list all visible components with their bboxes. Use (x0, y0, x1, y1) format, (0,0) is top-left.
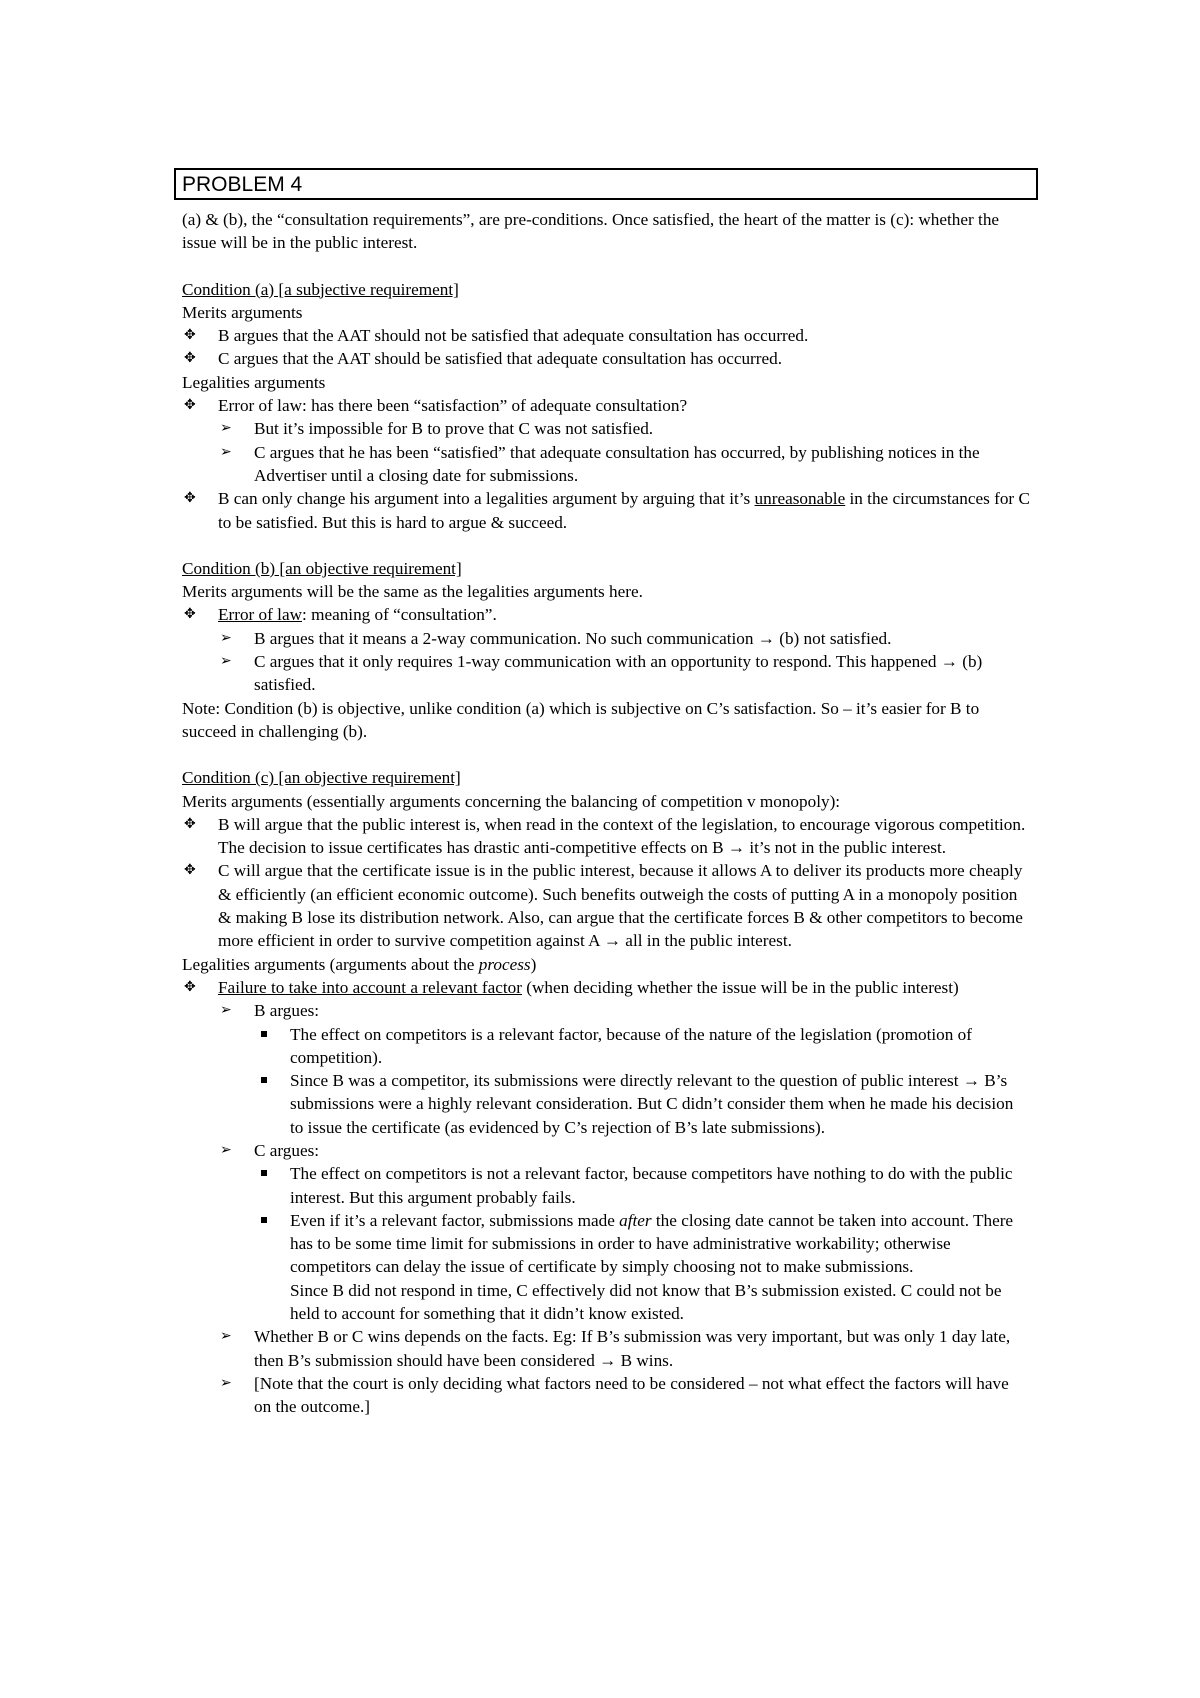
square-bullet-icon (256, 1023, 276, 1046)
square-bullet-icon (256, 1162, 276, 1185)
merits-line: Merits arguments will be the same as the legalities arguments here. (182, 582, 643, 602)
list-item: ✥ Error of law: meaning of “consultation”. (182, 603, 1030, 626)
list-item: ➢ B argues: (182, 999, 1030, 1022)
diamond-cross-bullet-icon: ✥ (184, 397, 196, 414)
list-item: ✥ Error of law: has there been “satisfaction” of adequate consultation? (182, 394, 1030, 417)
list-item: ✥ Failure to take into account a relevant factor (when deciding whether the issue will be in the public interest) (182, 976, 1030, 999)
list-item: ➢ C argues that it only requires 1-way communication with an opportunity to respond. This happened → (b) satisfied. (220, 652, 983, 695)
list-item-continuation: Since B did not respond in time, C effectively did not know that B’s submission existed. C could not be held to account for something that it didn’t know existed. (290, 1280, 1002, 1324)
arrowhead-bullet-icon: ➢ (220, 1002, 232, 1019)
list-item: Even if it’s a relevant factor, submissions made after the closing date cannot be taken into account. There has to be some time limit for submissions in order to have administrative workability; otherwise competitors can delay the issue of certificate by simply choosing not to make submissions. (182, 1209, 1030, 1279)
list-item: ➢ C argues that he has been “satisfied” that adequate consultation has occurred, by publishing notices in the Advertiser until a closing date for submissions. (220, 442, 980, 485)
arrowhead-bullet-icon: ➢ (220, 420, 232, 437)
arrowhead-bullet-icon: ➢ (220, 1141, 232, 1158)
square-bullet-icon (256, 1069, 276, 1092)
document-body (182, 168, 1030, 1419)
legalities-label: Legalities arguments (arguments about the process) (182, 954, 537, 974)
condition-b-note: Note: Condition (b) is objective, unlike condition (a) which is subjective on C’s satisfaction. So – it’s easier for B to succeed in challenging (b). (182, 698, 980, 741)
legalities-label: Legalities arguments (182, 372, 326, 392)
diamond-cross-bullet-icon: ✥ (184, 862, 196, 879)
diamond-cross-bullet-icon: ✥ (184, 978, 196, 995)
diamond-cross-bullet-icon: ✥ (184, 606, 196, 623)
list-item: ✥ B argues that the AAT should not be satisfied that adequate consultation has occurred. (182, 324, 1030, 347)
list-item: ➢ [Note that the court is only deciding what factors need to be considered – not what effect the factors will have on the outcome.] (220, 1373, 1009, 1417)
condition-c-heading: Condition (c) [an objective requirement] (182, 768, 461, 788)
list-item: The effect on competitors is a relevant factor, because of the nature of the legislation (promotion of competition). (182, 1023, 1030, 1070)
merits-label: Merits arguments (182, 302, 303, 322)
list-item: ➢ C argues: (182, 1139, 1030, 1162)
list-item: ➢ Whether B or C wins depends on the facts. Eg: If B’s submission was very important, but was only 1 day late, then B’s submission should have been considered → B wins. (220, 1327, 1011, 1370)
problem-title: PROBLEM 4 (174, 168, 1038, 200)
arrowhead-bullet-icon: ➢ (220, 1328, 232, 1345)
intro-paragraph: (a) & (b), the “consultation requirements”, are pre-conditions. Once satisfied, the heart of the matter is (c): whether the issue will be in the public interest. (182, 210, 1000, 253)
list-item: ➢ But it’s impossible for B to prove that C was not satisfied. (182, 417, 1030, 440)
condition-a-heading: Condition (a) [a subjective requirement] (182, 279, 459, 299)
square-bullet-icon (256, 1209, 276, 1232)
condition-b-heading: Condition (b) [an objective requirement] (182, 558, 462, 578)
list-item: The effect on competitors is not a relevant factor, because competitors have nothing to do with the public interest. But this argument probably fails. (182, 1162, 1030, 1209)
list-item: ✥ C argues that the AAT should be satisfied that adequate consultation has occurred. (182, 347, 1030, 370)
diamond-cross-bullet-icon: ✥ (184, 327, 196, 344)
arrowhead-bullet-icon: ➢ (220, 653, 232, 670)
list-item: ✥ B can only change his argument into a legalities argument by arguing that it’s unreasonable in the circumstances for C to be satisfied. But this is hard to argue & succeed. (184, 489, 1030, 532)
diamond-cross-bullet-icon: ✥ (184, 815, 196, 832)
list-item: ✥ B will argue that the public interest is, when read in the context of the legislation, to encourage vigorous competition. The decision to issue certificates has drastic anti-competitive effects on B → it’s not in the public interest. (184, 814, 1026, 858)
merits-label: Merits arguments (essentially arguments concerning the balancing of competition v monopoly): (182, 791, 841, 811)
arrowhead-bullet-icon: ➢ (220, 629, 232, 646)
list-item: ➢ B argues that it means a 2-way communication. No such communication → (b) not satisfied. (182, 627, 1030, 650)
diamond-cross-bullet-icon: ✥ (184, 350, 196, 367)
diamond-cross-bullet-icon: ✥ (184, 490, 196, 507)
arrowhead-bullet-icon: ➢ (220, 1374, 232, 1391)
list-item: Since B was a competitor, its submissions were directly relevant to the question of public interest → B’s submissions were a highly relevant consideration. But C didn’t consider them when he made his decision to issue the certificate (as evidenced by C’s rejection of B’s late submissions). (182, 1069, 1030, 1139)
list-item: ✥ C will argue that the certificate issue is in the public interest, because it allows A to deliver its products more cheaply & efficiently (an efficient economic outcome). Such benefits outweigh the costs of putting A in a monopoly position & making B lose its distribution network. Also, can argue that the certificate forces B & other competitors to become more efficient in order to survive competition against A → all in the public interest. (184, 861, 1023, 951)
arrowhead-bullet-icon: ➢ (220, 443, 232, 460)
